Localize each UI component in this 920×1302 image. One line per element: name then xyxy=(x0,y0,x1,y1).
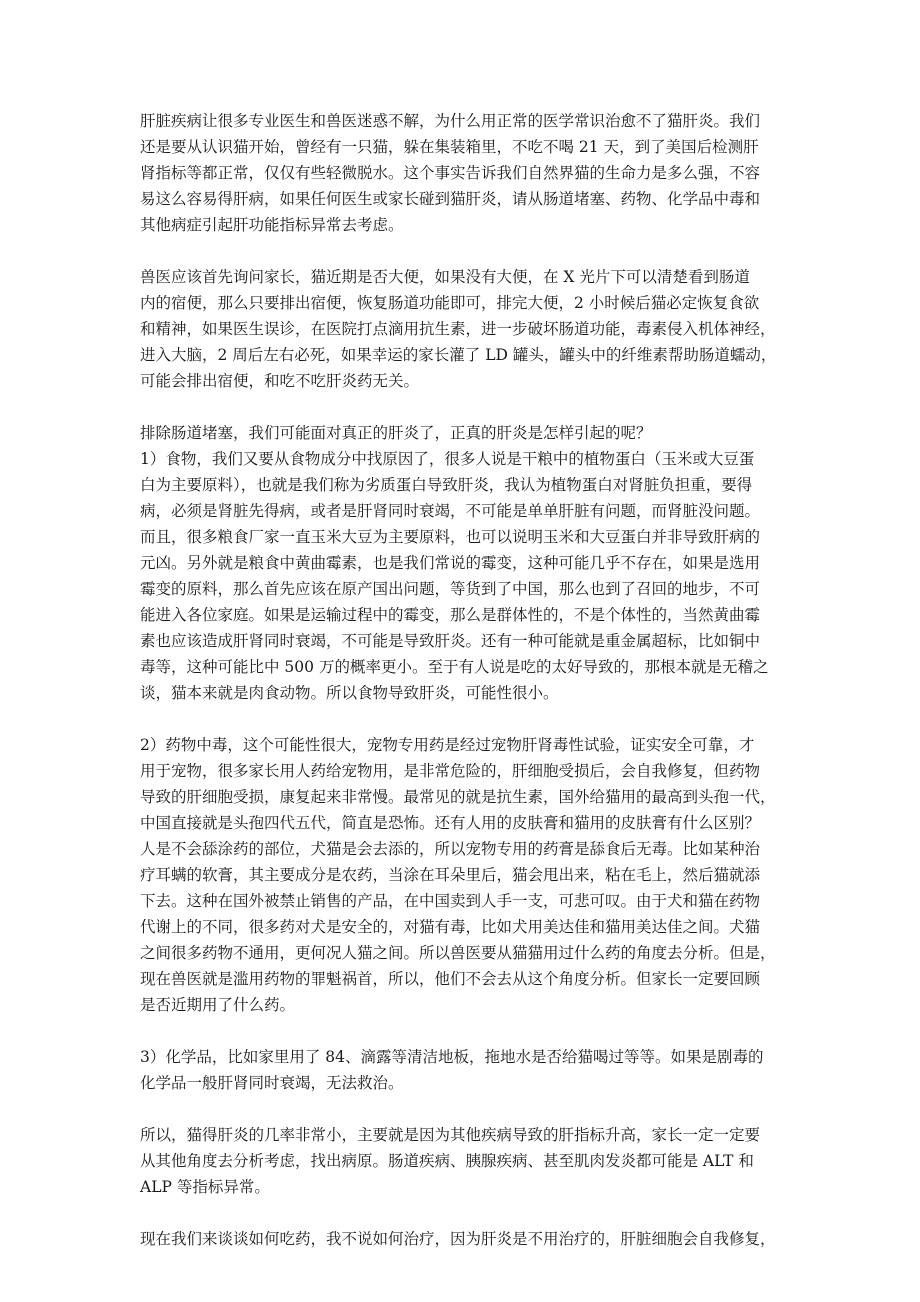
text-line: 还是要从认识猫开始，曾经有一只猫，躲在集装箱里，不吃不喝 21 天，到了美国后检测肝 xyxy=(140,138,759,156)
text-line: 元凶。另外就是粮食中黄曲霉素，也是我们常说的霉变，这种可能几乎不存在，如果是选用 xyxy=(140,554,761,572)
text-line: ALP 等指标异常。 xyxy=(140,1178,270,1196)
paragraph xyxy=(140,420,788,706)
text-line: 可能会排出宿便，和吃不吃肝炎药无关。 xyxy=(140,372,420,390)
text-line: 是否近期用了什么药。 xyxy=(140,996,296,1014)
text-line: 而且，很多粮食厂家一直玉米大豆为主要原料，也可以说明玉米和大豆蛋白并非导致肝病的 xyxy=(140,528,761,546)
paragraph xyxy=(140,108,788,238)
text-line: 能进入各位家庭。如果是运输过程中的霉变，那么是群体性的，不是个体性的，当然黄曲霉 xyxy=(140,606,761,624)
text-line: 内的宿便，那么只要排出宿便，恢复肠道功能即可，排完大便，2 小时候后猫必定恢复食欲 xyxy=(140,294,760,312)
text-line: 2）药物中毒，这个可能性很大，宠物专用药是经过宠物肝肾毒性试验，证实安全可靠，才 xyxy=(140,736,755,754)
text-line: 疗耳螨的软膏，其主要成分是农药，当涂在耳朵里后，猫会甩出来，粘在毛上，然后猫就添 xyxy=(140,866,761,884)
text-line: 和精神，如果医生误诊，在医院打点滴用抗生素，进一步破坏肠道功能，毒素侵入机体神经， xyxy=(140,320,776,338)
text-line: 病，必须是肾脏先得病，或者是肝肾同时衰竭，不可能是单单肝脏有问题，而肾脏没问题。 xyxy=(140,502,761,520)
text-line: 现在兽医就是滥用药物的罪魁祸首，所以，他们不会去从这个角度分析。但家长一定要回顾 xyxy=(140,970,761,988)
paragraph xyxy=(140,732,788,1018)
text-line: 进入大脑，2 周后左右必死，如果幸运的家长灌了 LD 罐头，罐头中的纤维素帮助肠道蠕动， xyxy=(140,346,777,364)
text-line: 白为主要原料），也就是我们称为劣质蛋白导致肝炎，我认为植物蛋白对肾脏负担重，要得 xyxy=(140,476,753,494)
text-line: 1）食物，我们又要从食物成分中找原因了，很多人说是干粮中的植物蛋白（玉米或大豆蛋 xyxy=(140,450,755,468)
text-line: 所以，猫得肝炎的几率非常小，主要就是因为其他疾病导致的肝指标升高，家长一定一定要 xyxy=(140,1126,761,1144)
text-line: 从其他角度去分析考虑，找出病原。肠道疾病、胰腺疾病、甚至肌肉发炎都可能是 ALT 和 xyxy=(140,1152,754,1170)
text-line: 化学品一般肝肾同时衰竭，无法救治。 xyxy=(140,1074,404,1092)
text-line: 易这么容易得肝病，如果任何医生或家长碰到猫肝炎，请从肠道堵塞、药物、化学品中毒和 xyxy=(140,190,761,208)
text-line: 排除肠道堵塞，我们可能面对真正的肝炎了，正真的肝炎是怎样引起的呢？ xyxy=(140,424,652,442)
text-line: 代谢上的不同，很多药对犬是安全的，对猫有毒，比如犬用美达佳和猫用美达佳之间。犬猫 xyxy=(140,918,761,936)
text-line: 现在我们来谈谈如何吃药，我不说如何治疗，因为肝炎是不用治疗的，肝脏细胞会自我修复， xyxy=(140,1230,776,1248)
text-line: 之间很多药物不通用，更何况人猫之间。所以兽医要从猫猫用过什么药的角度去分析。但是， xyxy=(140,944,776,962)
text-line: 毒等，这种可能比中 500 万的概率更小。至于有人说是吃的太好导致的，那根本就是无稽之 xyxy=(140,658,769,676)
text-line: 兽医应该首先询问家长，猫近期是否大便，如果没有大便，在 X 光片下可以清楚看到肠道 xyxy=(140,268,750,286)
text-line: 霉变的原料，那么首先应该在原产国出问题，等货到了中国，那么也到了召回的地步，不可 xyxy=(140,580,761,598)
text-line: 谈，猫本来就是肉食动物。所以食物导致肝炎，可能性很小。 xyxy=(140,684,559,702)
text-line: 3）化学品，比如家里用了 84、滴露等清洁地板，拖地水是否给猫喝过等等。如果是剧毒的 xyxy=(140,1048,764,1066)
text-line: 用于宠物，很多家长用人药给宠物用，是非常危险的，肝细胞受损后，会自我修复，但药物 xyxy=(140,762,761,780)
paragraph xyxy=(140,1044,788,1096)
text-line: 素也应该造成肝肾同时衰竭，不可能是导致肝炎。还有一种可能就是重金属超标，比如铜中 xyxy=(140,632,761,650)
text-line: 中国直接就是头孢四代五代，简直是恐怖。还有人用的皮肤膏和猫用的皮肤膏有什么区别？ xyxy=(140,814,761,832)
text-line: 肾指标等都正常，仅仅有些轻微脱水。这个事实告诉我们自然界猫的生命力是多么强，不容 xyxy=(140,164,761,182)
text-line: 下去。这种在国外被禁止销售的产品，在中国卖到人手一支，可悲可叹。由于犬和猫在药物 xyxy=(140,892,761,910)
paragraph xyxy=(140,264,788,394)
text-line: 人是不会舔涂药的部位，犬猫是会去添的，所以宠物专用的药膏是舔食后无毒。比如某种治 xyxy=(140,840,761,858)
text-line: 导致的肝细胞受损，康复起来非常慢。最常见的就是抗生素，国外给猫用的最高到头孢一代， xyxy=(140,788,776,806)
text-line: 肝脏疾病让很多专业医生和兽医迷惑不解，为什么用正常的医学常识治愈不了猫肝炎。我们 xyxy=(140,112,761,130)
paragraph xyxy=(140,1122,788,1200)
paragraph xyxy=(140,1226,788,1252)
document-page xyxy=(140,108,788,1252)
text-line: 其他病症引起肝功能指标异常去考虑。 xyxy=(140,216,404,234)
